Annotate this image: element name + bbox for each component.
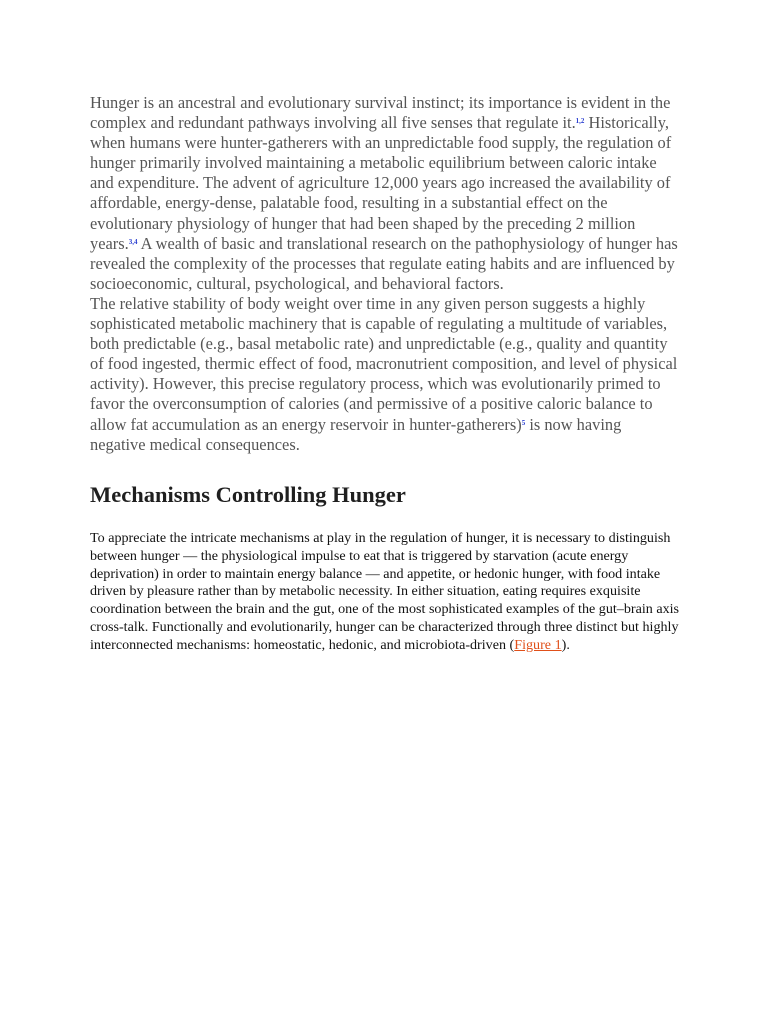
intro-text-2b: is now having negative medical consequences. bbox=[90, 414, 622, 454]
intro-paragraph-2 bbox=[90, 294, 680, 455]
intro-paragraph-1 bbox=[90, 93, 680, 294]
section-heading: Mechanisms Controlling Hunger bbox=[90, 481, 406, 507]
intro-text-1a: Hunger is an ancestral and evolutionary survival instinct; its importance is evident in the complex and redundant pathways involving all five senses that regulate it. bbox=[90, 93, 671, 133]
section-text-b: ). bbox=[561, 637, 570, 654]
reference-link-3-4[interactable]: 3,4 bbox=[128, 237, 138, 246]
intro-text-2a: The relative stability of body weight over time in any given person suggests a highly sophisticated metabolic machinery that is capable of regulating a multitude of variables, both predictable (e.g., basal metabolic rate) and unpredictable (e.g., quality and quantity of food ingested, thermic effect of food, macronutrient composition, and level of physical activity). However, this precise regulatory process, which was evolutionarily primed to favor the overconsumption of calories (and permissive of a positive caloric balance to allow fat accumulation as an energy reservoir in hunter-gatherers) bbox=[90, 293, 678, 434]
section-paragraph bbox=[90, 530, 680, 655]
section-text-a: To appreciate the intricate mechanisms at play in the regulation of hunger, it is necessary to distinguish between hunger — the physiological impulse to eat that is triggered by starvation (acute energy deprivation) in order to maintain energy balance — and appetite, or hedonic hunger, with food intake driven by pleasure rather than by metabolic necessity. In either situation, eating requires exquisite coordination between the brain and the gut, one of the most sophisticated examples of the gut–brain axis cross-talk. Functionally and evolutionarily, hunger can be characterized through three distinct but highly interconnected mechanisms: homeostatic, hedonic, and microbiota-driven ( bbox=[90, 529, 680, 654]
intro-text-1c: A wealth of basic and translational research on the pathophysiology of hunger has revealed the complexity of the processes that regulate eating habits and are influenced by socioeconomic, cultural, psychological, and behavioral factors. bbox=[90, 233, 678, 293]
intro-text-1b: Historically, when humans were hunter-gatherers with an unpredictable food supply, the regulation of hunger primarily involved maintaining a metabolic equilibrium between caloric intake and expenditure. The advent of agriculture 12,000 years ago increased the availability of affordable, energy-dense, palatable food, resulting in a substantial effect on the evolutionary physiology of hunger that had been shaped by the preceding 2 million years. bbox=[90, 113, 672, 253]
reference-link-1-2[interactable]: 1,2 bbox=[575, 117, 585, 126]
article-body bbox=[90, 93, 680, 655]
figure-1-link[interactable]: Figure 1 bbox=[514, 637, 562, 654]
reference-link-5[interactable]: 5 bbox=[521, 418, 526, 427]
